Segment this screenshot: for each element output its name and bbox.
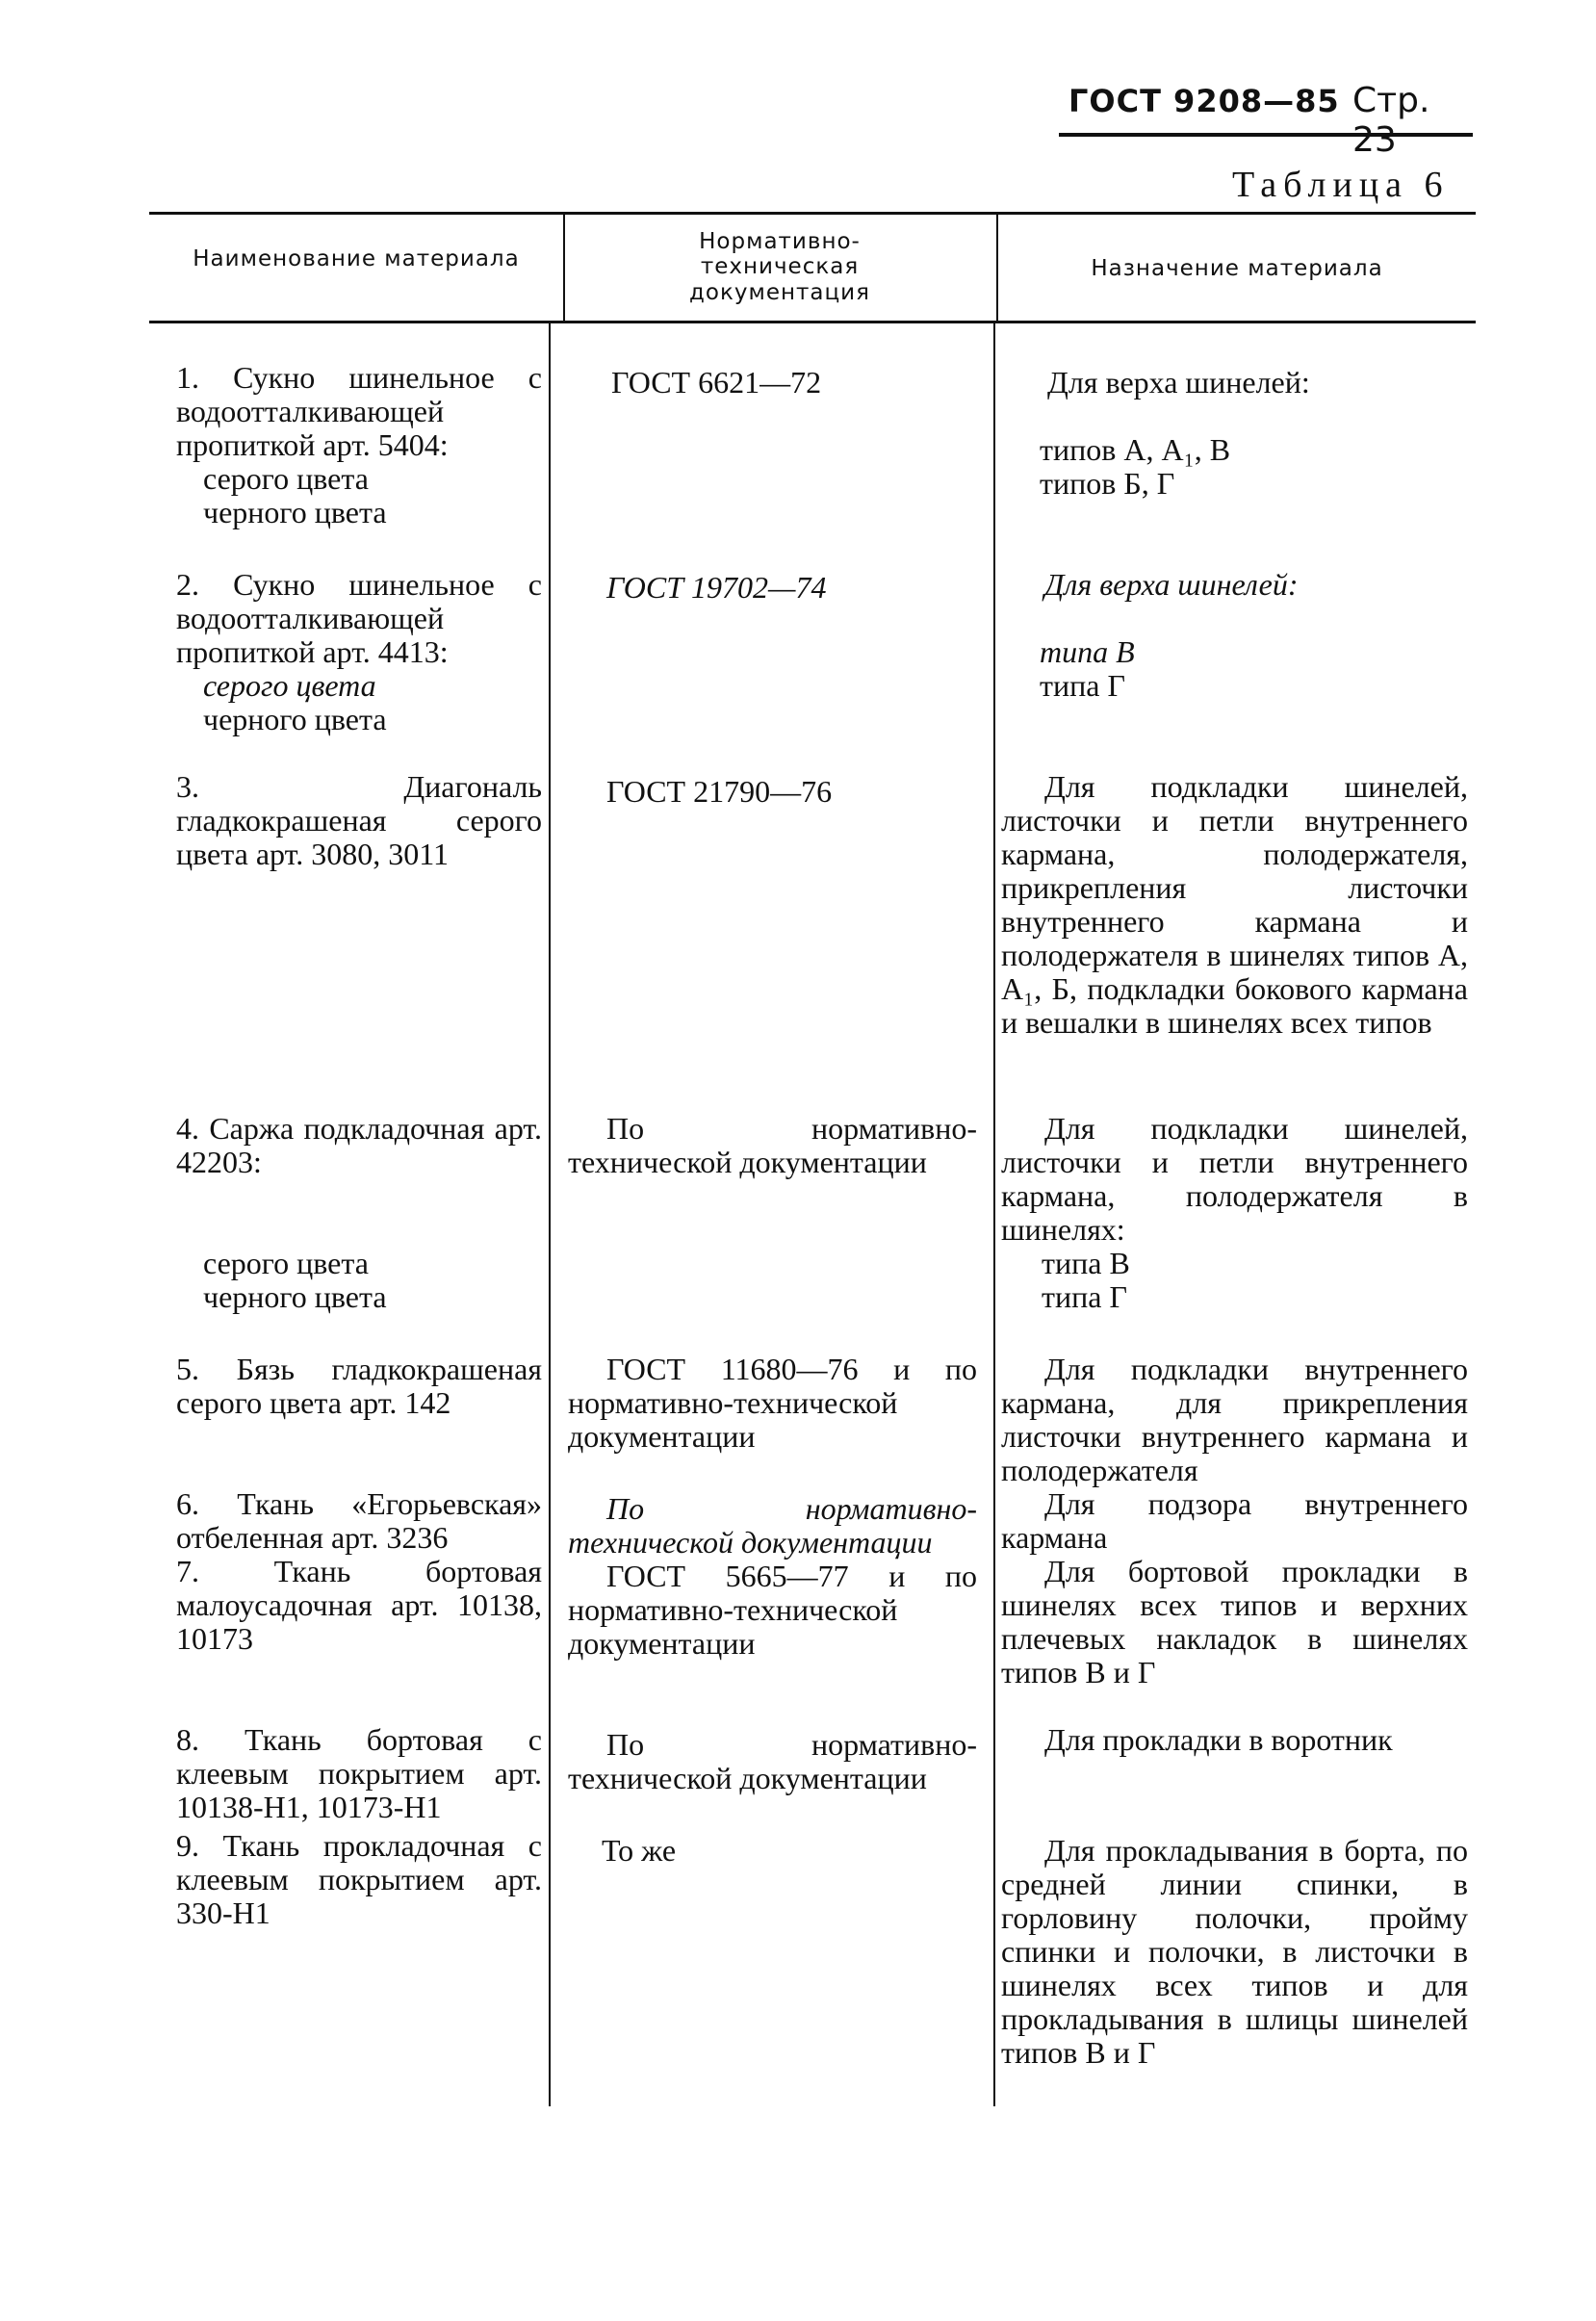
- material-purpose: Для верха шинелей:: [1044, 567, 1299, 602]
- material-name: 8. Ткань бортовая с клеевым покрытием арт. 10138-Н1, 10173-Н1: [176, 1722, 542, 1824]
- column-header-doc: [568, 229, 991, 305]
- document-reference: По нормативно-технической документации: [568, 1111, 977, 1179]
- material-variant: серого цвета: [203, 668, 376, 703]
- material-variant: черного цвета: [203, 495, 387, 529]
- table-row-6-name: [128, 1487, 542, 1555]
- column-header-doc-line: техническая: [700, 254, 860, 280]
- column-divider: [996, 214, 998, 321]
- table-row-2-name: [128, 568, 542, 736]
- material-purpose: Для подзора внутреннего кармана: [1001, 1486, 1468, 1555]
- column-divider: [549, 323, 551, 2106]
- material-name: 5. Бязь гладкокрашеная серого цвета арт. 142: [176, 1352, 542, 1420]
- table-row-6-purpose: [1001, 1487, 1468, 1555]
- document-reference: ГОСТ 11680—76 и по нормативно-технической документации: [568, 1352, 977, 1454]
- table-row-3-doc: ГОСТ 21790—76: [606, 774, 833, 809]
- material-variant: серого цвета: [203, 461, 369, 496]
- table-row-9-name: [128, 1829, 542, 1930]
- page-header: [1059, 79, 1473, 160]
- table-row-5-purpose: [1001, 1353, 1468, 1487]
- material-variant: серого цвета: [203, 1246, 369, 1280]
- material-name: 4. Саржа подкладочная арт. 42203:: [176, 1111, 542, 1179]
- page-number: Стр. 23: [1352, 81, 1430, 160]
- table-row-8-name: [128, 1723, 542, 1824]
- material-purpose: Для прокладки в воротник: [1044, 1722, 1393, 1757]
- table-caption: Таблица 6: [1232, 165, 1450, 205]
- material-purpose: Для верха шинелей:: [1047, 365, 1310, 400]
- column-header-purpose: Назначение материала: [1091, 256, 1383, 281]
- material-name: 6. Ткань «Егорьевская» отбеленная арт. 3236: [176, 1486, 542, 1555]
- material-name: 3. Диагональ гладкокрашеная серого цвета арт. 3080, 3011: [176, 769, 542, 871]
- table-row-5-doc: [568, 1353, 977, 1454]
- column-header-name: Наименование материала: [193, 246, 520, 271]
- table-row-7-purpose: [1001, 1555, 1468, 1689]
- document-reference: ГОСТ 5665—77 и по нормативно-технической документации: [568, 1559, 977, 1661]
- table-row-9-purpose: [1001, 1834, 1468, 2070]
- table-row-7-doc: [568, 1560, 977, 1661]
- purpose-variant: типа Г: [1042, 1279, 1127, 1314]
- purpose-variant: типа В: [1042, 1246, 1130, 1280]
- table-row-3-purpose: [1001, 770, 1468, 1040]
- document-reference: По нормативно-технической документации: [568, 1727, 977, 1795]
- purpose-variant: типа В: [1040, 634, 1135, 669]
- purpose-variant: типа Г: [1040, 668, 1125, 703]
- table-row-1-purpose: [1001, 366, 1468, 501]
- table-row-9-doc: То же: [602, 1833, 677, 1868]
- table-row-4-purpose: [1001, 1112, 1468, 1314]
- document-reference: По нормативно-технической документации: [568, 1491, 977, 1560]
- table-row-8-purpose: [1001, 1723, 1468, 1757]
- table-row-5-name: [128, 1353, 542, 1420]
- material-variant: черного цвета: [203, 1279, 387, 1314]
- table-row-2-doc: ГОСТ 19702—74: [606, 570, 827, 605]
- material-purpose: Для прокладывания в борта, по средней линии спинки, в горловину полочки, пройму спинки и полочки, в листочки в шинелях всех типов и для прокладывания в шлицы шинелей типов В и Г: [1001, 1833, 1468, 2070]
- table-row-4-doc: [568, 1112, 977, 1179]
- material-name: 1. Сукно шинельное с водоотталкивающей пропиткой арт. 5404:: [176, 360, 542, 462]
- table-top-rule: [149, 212, 1476, 215]
- material-name: 7. Ткань бортовая малоусадочная арт. 10138, 10173: [176, 1554, 542, 1656]
- material-purpose: Для подкладки внутреннего кармана, для прикрепления листочки внутреннего кармана и полодержателя: [1001, 1352, 1468, 1487]
- table-row-2-purpose: [1001, 568, 1468, 703]
- standard-number: ГОСТ 9208—85: [1068, 83, 1340, 119]
- material-name: 2. Сукно шинельное с водоотталкивающей пропиткой арт. 4413:: [176, 567, 542, 669]
- material-purpose: Для подкладки шинелей, листочки и петли внутреннего кармана, полодержателя в шинелях:: [1001, 1111, 1468, 1247]
- table-row-8-doc: [568, 1728, 977, 1795]
- table-row-4-name: [128, 1112, 542, 1314]
- table-row-1-doc: ГОСТ 6621—72: [611, 365, 822, 400]
- table-row-6-doc: [568, 1492, 977, 1560]
- material-name: 9. Ткань прокладочная с клеевым покрытием арт. 330-Н1: [176, 1828, 542, 1930]
- table-row-3-name: [128, 770, 542, 871]
- table-header-rule: [149, 321, 1476, 323]
- material-variant: черного цвета: [203, 702, 387, 736]
- purpose-variant: типов Б, Г: [1040, 466, 1175, 501]
- column-header-doc-line: документация: [689, 279, 870, 305]
- purpose-variant: типов А, А₁, В: [1040, 432, 1231, 467]
- material-purpose: Для подкладки шинелей, листочки и петли внутреннего кармана, полодержателя, прикрепления листочки внутреннего кармана и полодержателя в шинелях типов А, А₁, Б, подкладки бокового кармана и вешалки в шинелях всех типов: [1001, 769, 1468, 1040]
- table-row-1-name: [128, 361, 542, 529]
- table-row-7-name: [128, 1555, 542, 1656]
- column-divider: [563, 214, 565, 321]
- material-purpose: Для бортовой прокладки в шинелях всех типов и верхних плечевых накладок в шинелях типов В и Г: [1001, 1554, 1468, 1689]
- column-header-doc-line: Нормативно-: [699, 229, 861, 254]
